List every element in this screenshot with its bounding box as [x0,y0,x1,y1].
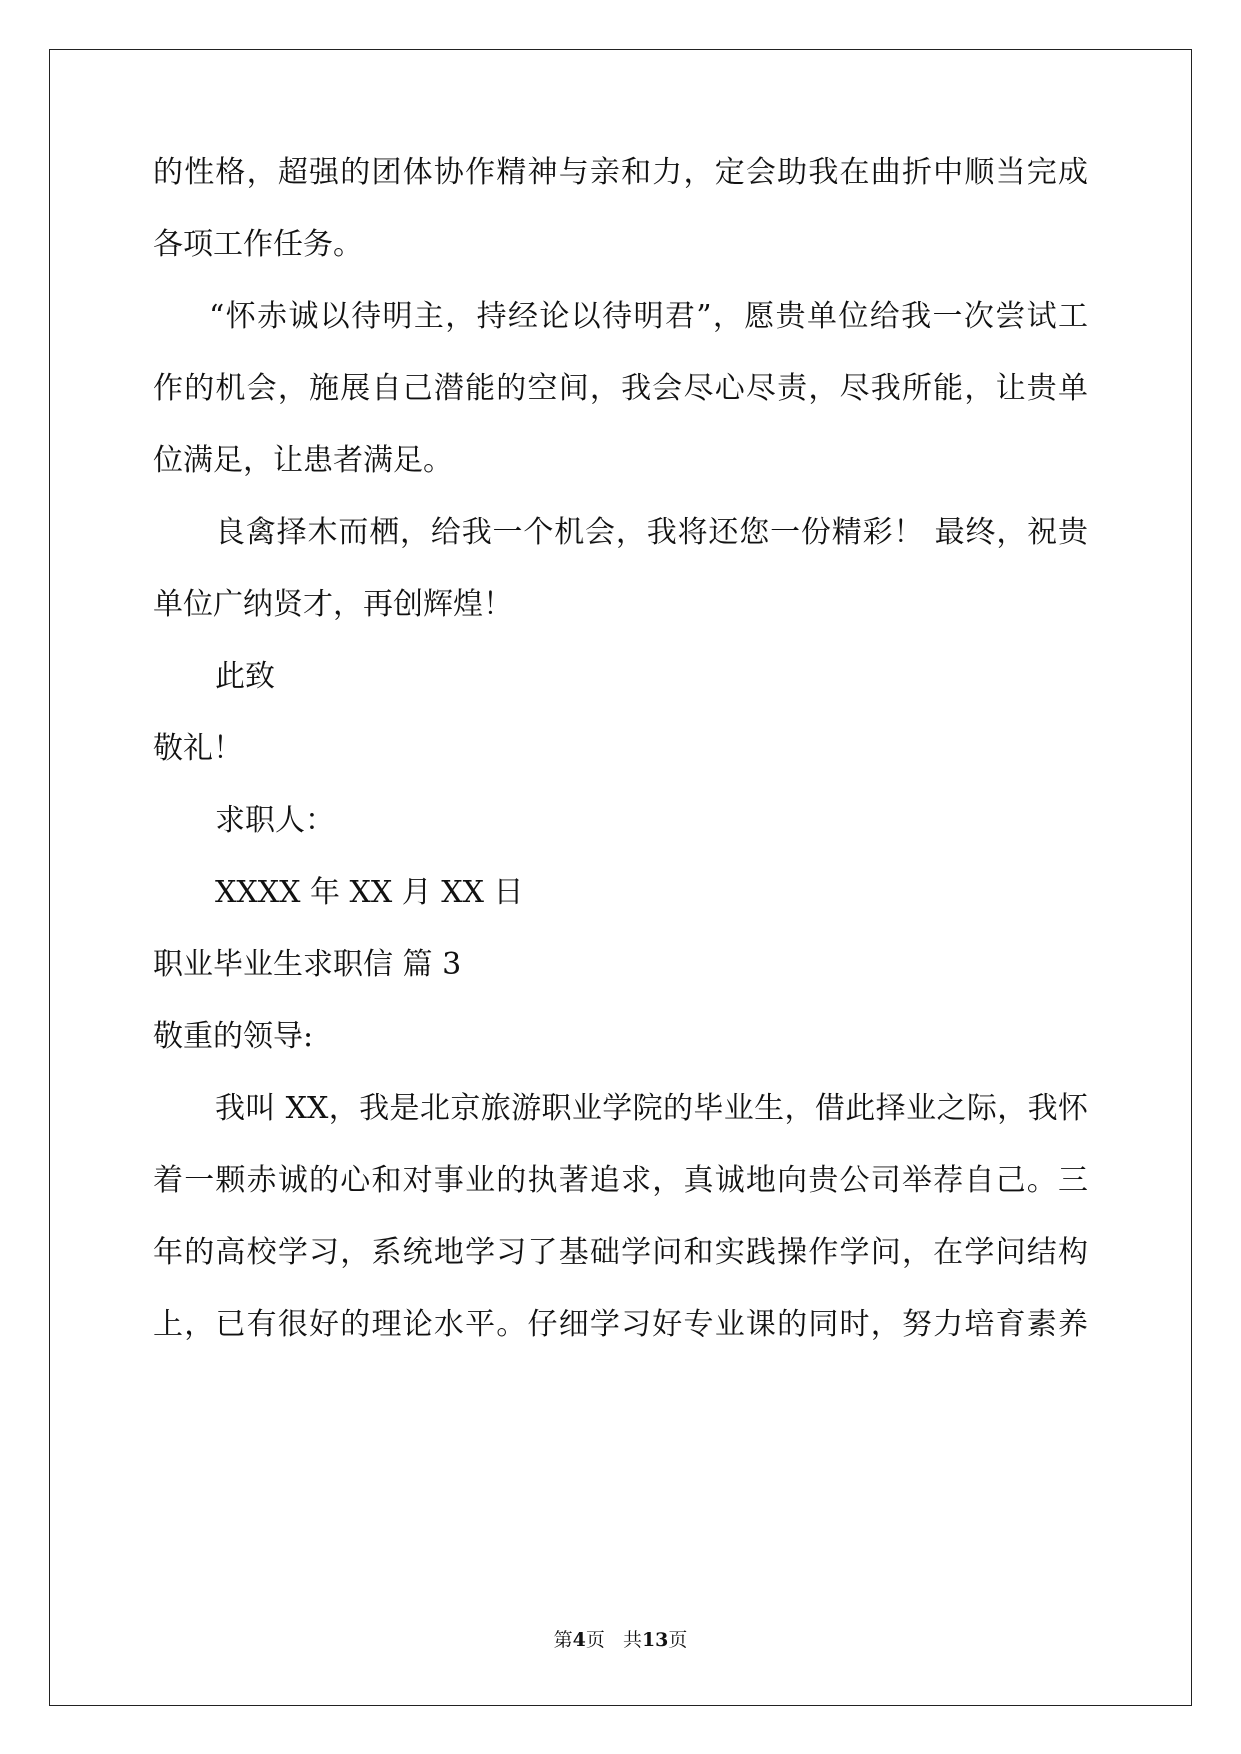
paragraph-line: 年的高校学习，系统地学习了基础学问和实践操作学问，在学问结构 [153,1235,1088,1270]
paragraph-line: 上，已有很好的理论水平。仔细学习好专业课的同时，努力培育素养 [153,1307,1088,1342]
closing-line: 敬礼！ [153,731,243,766]
closing-line: 此致 [215,659,275,694]
section-title: 职业毕业生求职信 篇 3 [153,947,462,982]
paragraph-line: 的性格，超强的团体协作精神与亲和力，定会助我在曲折中顺当完成 [153,155,1088,190]
page-total: 13 [641,1629,669,1651]
paragraph-line: 各项工作任务。 [153,227,363,262]
paragraph-line: “怀赤诚以待明主，持经论以待明君”，愿贵单位给我一次尝试工 [209,299,1088,334]
signature-line: 求职人： [215,803,335,838]
paragraph-line: 着一颗赤诚的心和对事业的执著追求，真诚地向贵公司举荐自己。三 [153,1163,1088,1198]
paragraph-line: 良禽择木而栖，给我一个机会，我将还您一份精彩！ 最终，祝贵 [215,515,1088,550]
paragraph-line: 我叫 XX，我是北京旅游职业学院的毕业生，借此择业之际，我怀 [215,1091,1088,1126]
footer-middle: 页 共 [585,1629,642,1651]
date-line: XXXX 年 XX 月 XX 日 [215,875,524,910]
footer-prefix: 第 [553,1629,573,1651]
paragraph-line: 位满足，让患者满足。 [153,443,453,478]
footer-suffix: 页 [668,1629,688,1651]
salutation: 敬重的领导: [153,1019,314,1054]
page-number: 4 [572,1629,586,1651]
paragraph-line: 单位广纳贤才，再创辉煌！ [153,587,513,622]
page-footer [0,1625,1241,1652]
paragraph-line: 作的机会，施展自己潜能的空间，我会尽心尽责，尽我所能，让贵单 [153,371,1088,406]
